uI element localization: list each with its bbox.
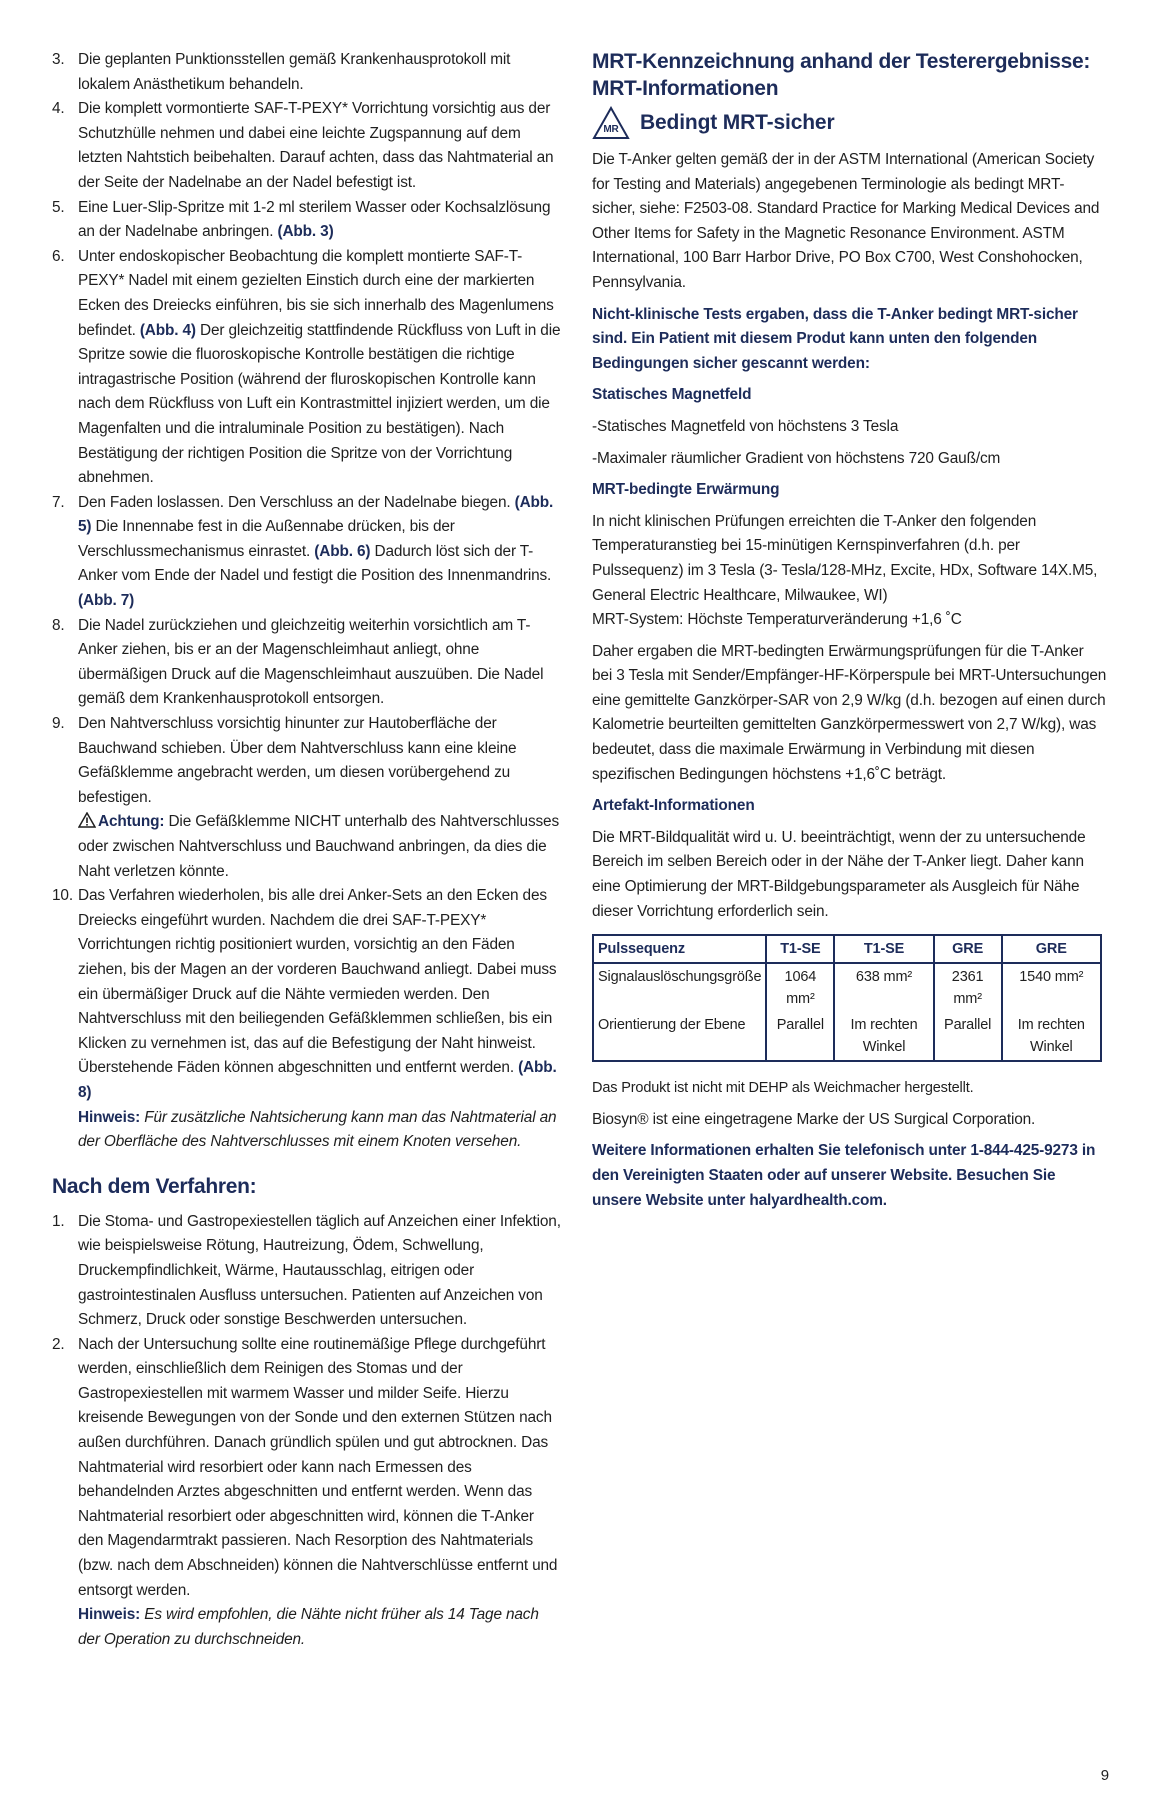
- figure-reference: (Abb. 5): [78, 493, 554, 536]
- static-field-line: -Maximaler räumlicher Gradient von höchstens 720 Gauß/cm: [592, 449, 1001, 467]
- trademark-note: Biosyn® ist eine eingetragene Marke der US Surgical Corporation.: [592, 1110, 1036, 1128]
- static-field-line: -Statisches Magnetfeld von höchstens 3 Tesla: [592, 417, 899, 435]
- static-field-title: Statisches Magnetfeld: [592, 386, 752, 404]
- section-title-after-procedure: Nach dem Verfahren:: [52, 1174, 257, 1198]
- table-header-row: [593, 935, 1101, 963]
- procedure-steps: [52, 48, 562, 1155]
- figure-reference: (Abb. 7): [78, 592, 135, 610]
- mr-conditional-row: [592, 106, 1107, 140]
- step-number: 9.: [52, 715, 65, 733]
- step-text: Eine Luer-Slip-Spritze mit 1-2 ml sterilem Wasser oder Kochsalzlösung an der Nadelnabe anbringen.: [78, 198, 551, 241]
- dehp-note: Das Produkt ist nicht mit DEHP als Weichmacher hergestellt.: [592, 1080, 974, 1097]
- figure-reference: (Abb. 8): [78, 1059, 557, 1101]
- caution-note: [78, 810, 562, 884]
- table-row: [593, 1012, 1101, 1061]
- list-item: [52, 712, 562, 884]
- table-cell: 1064 mm²: [766, 963, 834, 1012]
- list-item: [52, 196, 562, 245]
- caution-label: Achtung:: [98, 813, 165, 831]
- step-text: Die geplanten Punktionsstellen gemäß Krankenhausprotokoll mit lokalem Anästhetikum behandeln.: [78, 51, 511, 93]
- heating-title: MRT-bedingte Erwärmung: [592, 481, 780, 499]
- step-number: 5.: [52, 198, 65, 216]
- table-cell: Parallel: [934, 1012, 1002, 1061]
- step-text: Nach der Untersuchung sollte eine routinemäßige Pflege durchgeführt werden, einschließlich dem Reinigen des Stomas und der Gastropexiestellen mit warmem Wasser und milder Seife. Hierzu kreisende Bewegungen von der Sonde und den externen Stützen nach außen durchführen. Danach gründlich spülen und gut abtrocknen. Das Nahtmaterial wird resorbiert oder kann nach Ermessen des behandelnden Arztes abgeschnitten und entfernt werden. Wenn das Nahtmaterial resorbiert oder abgeschnitten wird, können die T-Anker den Magendarmtrakt passieren. Nach Resorption des Nahtmaterials (bzw. nach dem Abschneiden) können die Nahtverschlüsse entfernt und entsorgt werden.: [78, 1335, 558, 1599]
- list-item: [52, 245, 562, 491]
- artifact-title: Artefakt-Informationen: [592, 797, 755, 815]
- step-text: Die Stoma- und Gastropexiestellen täglich auf Anzeichen einer Infektion, wie beispielsweise Rötung, Hautreizung, Ödem, Schwellung, Druckempfindlichkeit, Wärme, Hautausschlag, eitrigen oder gastrointestinalen Ausfluss untersuchen. Patienten auf Anzeichen von Schmerz, Druck oder sonstige Beschwerden untersuchen.: [78, 1212, 561, 1329]
- table-cell: Parallel: [766, 1012, 834, 1061]
- list-item: [52, 491, 562, 614]
- table-header-cell: Pulssequenz: [593, 935, 766, 963]
- hint-text: Für zusätzliche Nahtsicherung kann man das Nahtmaterial an der Oberfläche des Nahtverschlusses mit einem Knoten versehen.: [78, 1108, 557, 1151]
- heating-line: MRT-System: Höchste Temperaturveränderung +1,6 ˚C: [592, 611, 962, 629]
- step-number: 4.: [52, 100, 65, 118]
- step-number: 7.: [52, 493, 65, 511]
- warning-icon: [78, 812, 96, 828]
- heating-paragraph: In nicht klinischen Prüfungen erreichten die T-Anker den folgenden Temperaturanstieg bei 15-minütigen Kernspinverfahren (d.h. per Pulssequenz) im 3 Tesla (3- Tesla/128-MHz, Excite, HDx, Software 14X.M5, General Electric Healthcare, Milwaukee, WI): [592, 512, 1098, 604]
- figure-reference: (Abb. 6): [314, 542, 371, 560]
- hint-label: Hinweis:: [78, 1108, 141, 1126]
- table-header-cell: T1-SE: [834, 935, 933, 963]
- table-cell: Im rechten Winkel: [834, 1012, 933, 1061]
- table-cell: Signalauslöschungsgröße: [598, 969, 762, 986]
- step-text: Die komplett vormontierte SAF-T-PEXY* Vorrichtung vorsichtig aus der Schutzhülle nehmen und dabei eine leichte Zugspannung auf dem letzten Nahtstich beibehalten. Darauf achten, dass das Nahtmaterial an der Seite der Nadelnabe an der Nadel befestigt ist.: [78, 100, 554, 191]
- after-procedure-steps: [52, 1210, 562, 1653]
- caution-text: Die Gefäßklemme NICHT unterhalb des Nahtverschlusses oder zwischen Nahtverschluss und Bauchwand anbringen, da dies die Naht verletzen könnte.: [78, 813, 559, 880]
- mr-icon-text: MR: [603, 124, 619, 135]
- table-cell: 2361 mm²: [934, 963, 1002, 1012]
- step-number: 2.: [52, 1335, 65, 1353]
- mrt-artifact-table: [592, 934, 1102, 1062]
- step-number: 3.: [52, 51, 65, 68]
- section-title-mrt: MRT-Kennzeichnung anhand der Testerergebnisse: MRT-Informationen: [592, 50, 1091, 100]
- hint-text: Es wird empfohlen, die Nähte nicht früher als 14 Tage nach der Operation zu durchschneiden.: [78, 1606, 539, 1648]
- astm-paragraph: Die T-Anker gelten gemäß der in der ASTM International (American Society for Testing and Materials) angegebenen Terminologie als bedingt MRT-sicher, siehe: F2503-08. Standard Practice for Marking Medical Devices and Other Items for Safety in the Magnetic Resonance Environment. ASTM International, 100 Barr Harbor Drive, PO Box C700, West Conshohocken, Pennsylvania.: [592, 151, 1100, 291]
- step-text: Der gleichzeitig stattfindende Rückfluss von Luft in die Spritze sowie die fluoroskopische Kontrolle bestätigen die richtige intragastrische Position (während der fluroskopischen Kontrolle kann nach dem Rückfluss von Luft ein Kontrastmittel injiziert werden, um die Magenfalten und die intraluminale Position zu bestätigen). Nach Bestätigung der richtigen Position die Spritze von der Vorrichtung abnehmen.: [78, 321, 561, 487]
- list-item: [52, 1210, 562, 1333]
- hint-label: Hinweis:: [78, 1606, 141, 1624]
- step-text: Dadurch löst sich der T-Anker vom Ende der Nadel und festigt die Position des Innenmandrins.: [78, 542, 552, 585]
- page-number: 9: [1100, 1767, 1109, 1784]
- right-column: [592, 48, 1107, 1220]
- step-number: 8.: [52, 616, 65, 634]
- table-row: [593, 963, 1101, 1012]
- list-item: [52, 48, 562, 97]
- table-header-cell: GRE: [934, 935, 1002, 963]
- step-text: Den Nahtverschluss vorsichtig hinunter zur Hautoberfläche der Bauchwand schieben. Über dem Nahtverschluss kann eine kleine Gefäßklemme angebracht werden, um diesen vorübergehend zu befestigen.: [78, 715, 517, 806]
- step-text: Die Innennabe fest in die Außennabe drücken, bis der Verschlussmechanismus einrastet.: [78, 518, 455, 560]
- contact-info: Weitere Informationen erhalten Sie telefonisch unter 1-844-425-9273 in den Vereinigten Staaten oder auf unserer Website. Besuchen Sie unsere Website unter halyardhealth.com.: [592, 1142, 1096, 1209]
- table-cell: 1540 mm²: [1002, 963, 1101, 1012]
- table-cell: 638 mm²: [834, 963, 933, 1012]
- step-text: Die Nadel zurückziehen und gleichzeitig weiterhin vorsichtlich am T-Anker ziehen, bis er an der Magenschleimhaut anliegt, ohne übermäßigen Druck auf die Magenschleimhaut auszuüben. Die Nadel gemäß dem Krankenhausprotokoll entsorgen.: [78, 616, 544, 708]
- table-cell: Im rechten Winkel: [1002, 1012, 1101, 1061]
- step-number: 10.: [52, 887, 73, 905]
- list-item: [52, 97, 562, 195]
- mr-conditional-icon: [592, 106, 630, 140]
- list-item: [52, 1333, 562, 1653]
- hint-note: [78, 1106, 562, 1155]
- list-item: [52, 884, 562, 1155]
- figure-reference: (Abb. 4): [139, 321, 196, 339]
- step-text: Unter endoskopischer Beobachtung die komplett montierte SAF-T-PEXY* Nadel mit einem gezielten Einstich durch eine der markierten Ecken des Dreiecks einführen, bis sie sich innerhalb des Magenlumens befindet.: [78, 247, 554, 339]
- step-text: Das Verfahren wiederholen, bis alle drei Anker-Sets an den Ecken des Dreiecks eingeführt wurden. Nachdem die drei SAF-T-PEXY* Vorrichtungen richtig positioniert wurden, vorsichtig an den Fäden ziehen, bis der Magen an der vorderen Bauchwand anliegt. Dabei muss ein übermäßiger Druck auf die Nähte vermieden werden. Den Nahtverschluss mit den beiliegenden Gefäßklemmen schließen, bis ein Klicken zu vernehmen ist, das auf die Befestigung der Naht hinweist. Überstehende Fäden können abgeschnitten und entfernt werden.: [78, 887, 557, 1077]
- table-cell: Orientierung der Ebene: [598, 1017, 746, 1034]
- left-column: [52, 48, 562, 1652]
- hint-note: [78, 1603, 562, 1652]
- mr-conditional-label: Bedingt MRT-sicher: [640, 110, 835, 134]
- list-item: [52, 614, 562, 712]
- nonclinical-tests-paragraph: Nicht-klinische Tests ergaben, dass die T-Anker bedingt MRT-sicher sind. Ein Patient mit diesem Produt kann unten den folgenden Bedingungen sicher gescannt werden:: [592, 305, 1078, 372]
- step-number: 6.: [52, 247, 65, 265]
- table-header-cell: GRE: [1002, 935, 1101, 963]
- heating-paragraph: Daher ergaben die MRT-bedingten Erwärmungsprüfungen für die T-Anker bei 3 Tesla mit Sender/Empfänger-HF-Körperspule bei MRT-Untersuchungen eine gemittelte Ganzkörper-SAR von 2,9 W/kg (d.h. bezogen auf einen durch Kalometrie beurteilten gemittelten Ganzkörpermesswert von 2,7 W/kg), was bedeutet, dass die maximale Erwärmung in Verbindung mit diesen spezifischen Bedingungen höchstens +1,6˚C beträgt.: [592, 642, 1107, 783]
- artifact-paragraph: Die MRT-Bildqualität wird u. U. beeinträchtigt, wenn der zu untersuchende Bereich im selben Bereich oder in der Nähe der T-Anker liegt. Daher kann eine Optimierung der MRT-Bildgebungsparameter als Ausgleich für Nähe dieser Vorrichtung erforderlich sein.: [592, 828, 1086, 920]
- table-header-cell: T1-SE: [766, 935, 834, 963]
- figure-reference: (Abb. 3): [277, 223, 334, 241]
- step-text: Den Faden loslassen. Den Verschluss an der Nadelnabe biegen.: [78, 493, 515, 511]
- step-number: 1.: [52, 1212, 65, 1230]
